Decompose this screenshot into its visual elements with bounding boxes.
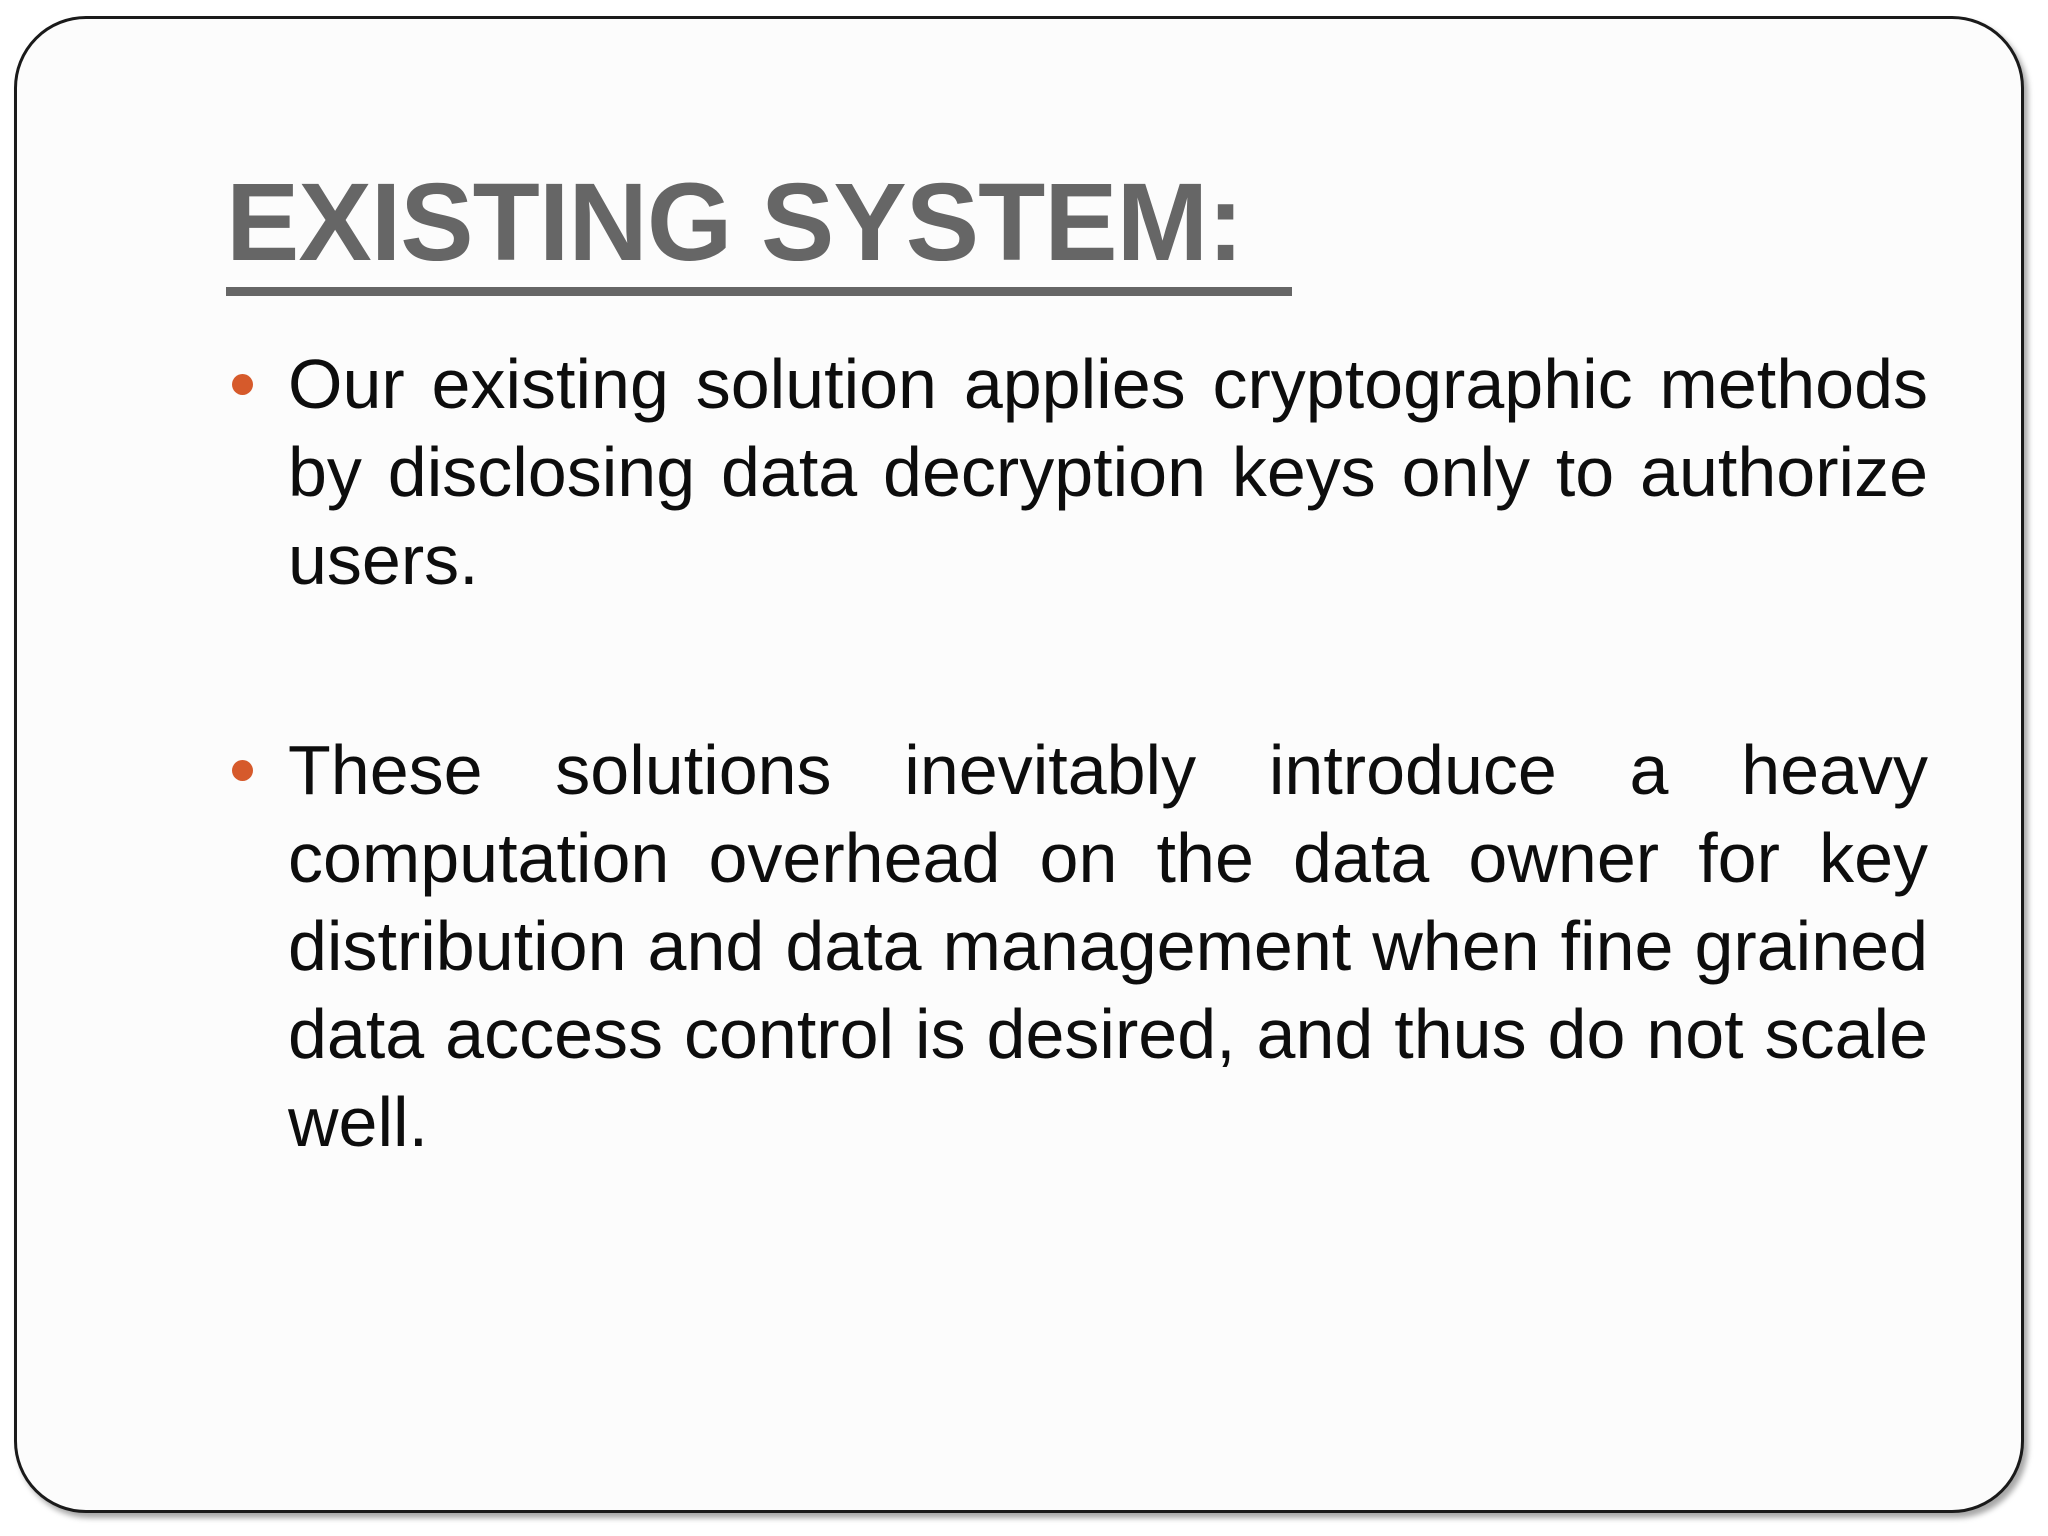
bullet-item-2 [228, 726, 1928, 1166]
bullet-text-2: These solutions inevitably introduce a heavy computation overhead on the data owner for key distribution and data management when fine grained data access control is desired, and thus do not scale well. [288, 731, 1928, 1161]
bullet-item-1 [228, 340, 1928, 604]
title-underline [226, 287, 1292, 296]
bullet-text-1: Our existing solution applies cryptographic methods by disclosing data decryption keys only to authorize users. [288, 345, 1928, 599]
bullet-dot-icon [232, 374, 253, 395]
slide-title: EXISTING SYSTEM: [226, 161, 1243, 284]
bullet-dot-icon [232, 760, 253, 781]
bullet-list [228, 340, 1928, 1166]
